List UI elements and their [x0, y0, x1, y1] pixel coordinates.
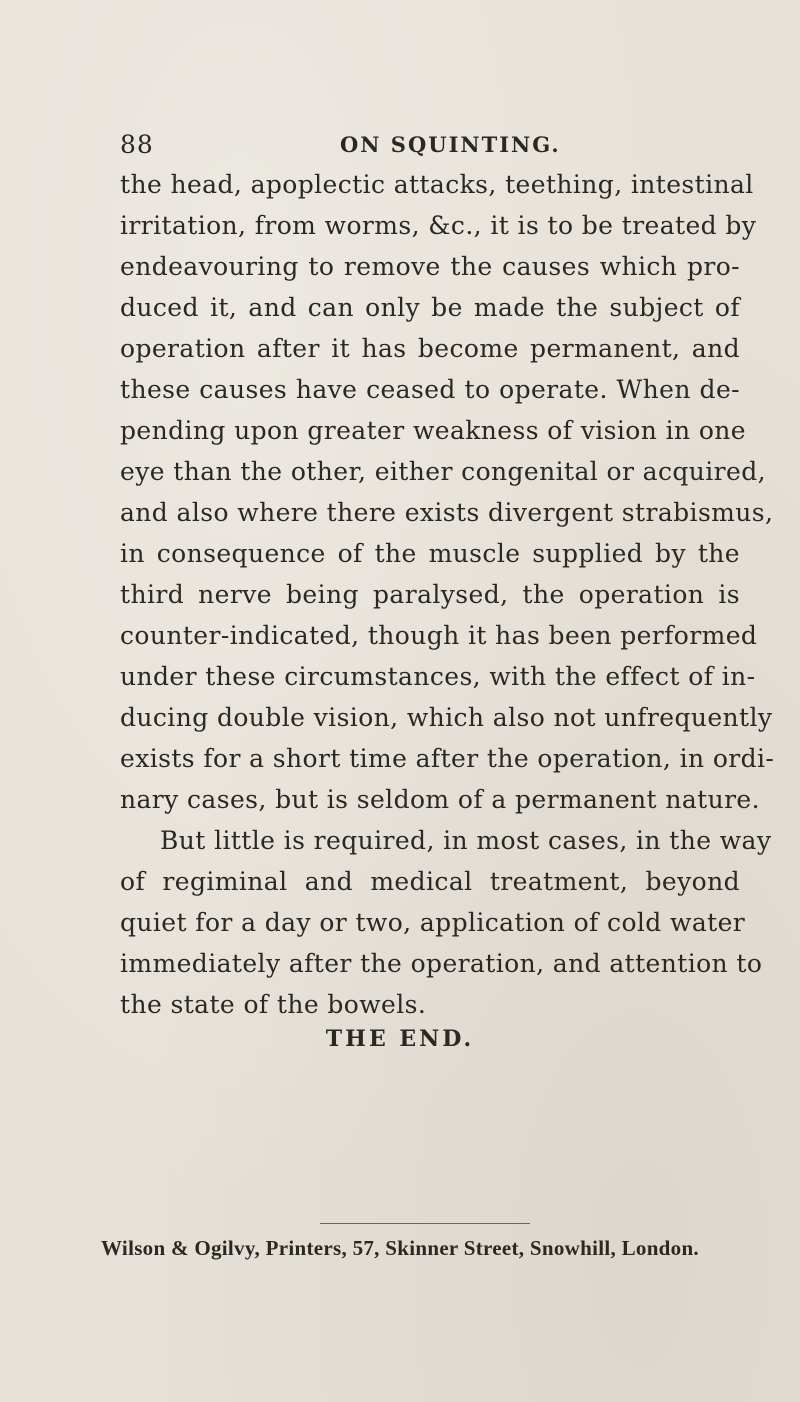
imprint-divider [320, 1223, 530, 1224]
text-line: third nerve being paralysed, the operation is [120, 580, 740, 609]
text-line: endeavouring to remove the causes which pro- [120, 252, 740, 281]
text-line: of regiminal and medical treatment, beyond [120, 867, 740, 896]
text-line: duced it, and can only be made the subject of [120, 293, 740, 322]
text-line: quiet for a day or two, application of cold water [120, 908, 746, 937]
text-line: and also where there exists divergent strabismus, [120, 498, 774, 527]
body-text [120, 164, 775, 1025]
text-line: the head, apoplectic attacks, teething, intestinal [120, 170, 754, 199]
text-line: eye than the other, either congenital or acquired, [120, 457, 766, 486]
text-line: ducing double vision, which also not unfrequently [120, 703, 773, 732]
text-line: under these circumstances, with the effect of in- [120, 662, 756, 691]
paragraph-start-line: But little is required, in most cases, in the way [160, 826, 772, 855]
text-line: pending upon greater weakness of vision in one [120, 416, 746, 445]
text-line: nary cases, but is seldom of a permanent nature. [120, 785, 760, 814]
page-number: 88 [120, 130, 154, 159]
text-line: immediately after the operation, and attention to [120, 949, 763, 978]
printer-imprint: Wilson & Ogilvy, Printers, 57, Skinner Street, Snowhill, London. [101, 1236, 699, 1260]
text-line: operation after it has become permanent, and [120, 334, 740, 363]
text-line: in consequence of the muscle supplied by the [120, 539, 740, 568]
running-head: ON SQUINTING. [340, 132, 561, 157]
text-line: exists for a short time after the operation, in ordi- [120, 744, 775, 773]
the-end-heading: THE END. [325, 1026, 475, 1052]
text-line: irritation, from worms, &c., it is to be treated by [120, 211, 757, 240]
text-line: the state of the bowels. [120, 990, 427, 1019]
text-line: counter-indicated, though it has been performed [120, 621, 758, 650]
text-line: these causes have ceased to operate. When de- [120, 375, 740, 404]
